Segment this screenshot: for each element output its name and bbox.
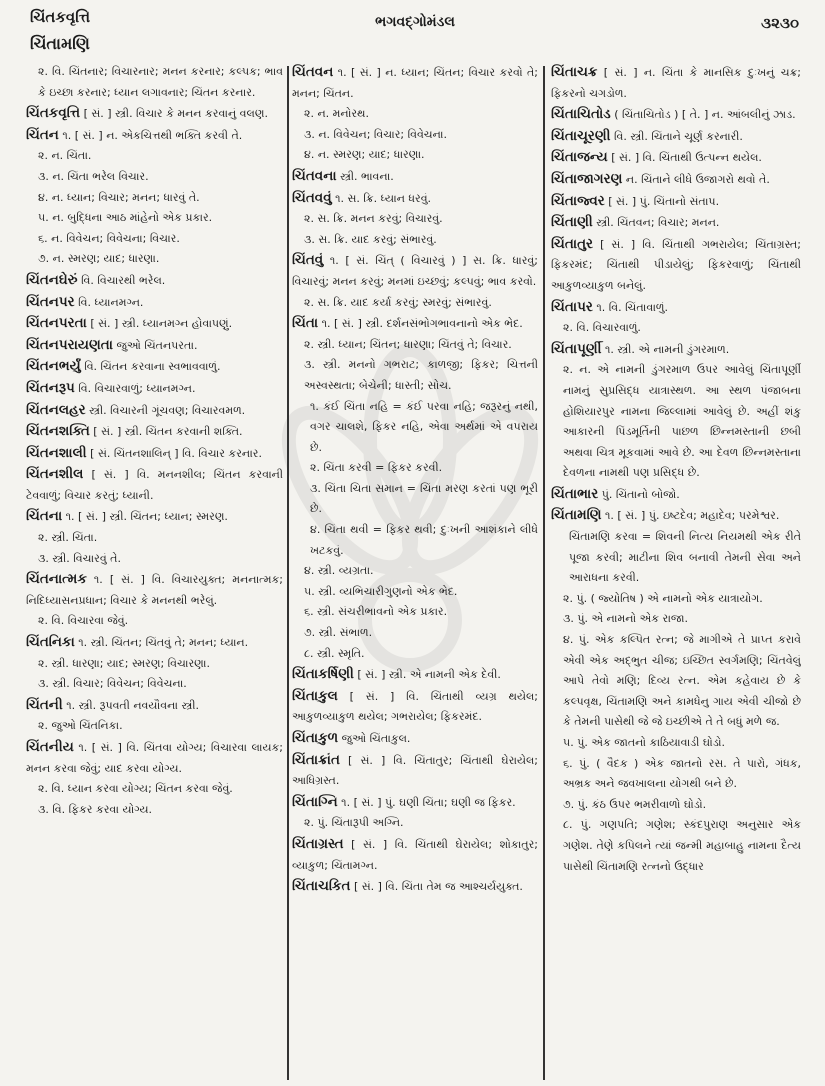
definition-text: ૫. સ્ત્રી. વ્યભિચારીગુણનો એક ભેદ. <box>304 584 458 598</box>
definition-text: પું. ચિંતાનો બોજો. <box>598 487 680 501</box>
definition-text: ૧. કંઈ ચિંતા નહિ = કંઈ પરવા નહિ; જરૂરનું નથી, વગર ચાલશે, ફિકર નહિ, એવા અર્થમાં એ વપરાય છે. <box>310 399 538 454</box>
dictionary-entry <box>26 779 283 800</box>
definition-text: ૨. ન. મનોરથ. <box>304 107 369 121</box>
dictionary-entry <box>26 464 283 506</box>
dictionary-entry <box>551 589 801 610</box>
dictionary-entry <box>292 250 538 292</box>
definition-text: ૫. પું. એક જાતનો કાઠિયાવાડી ઘોડો. <box>563 736 726 749</box>
definition-text: ૪. ન. સ્મરણ; યાદ; ધારણા. <box>304 148 425 162</box>
dictionary-entry <box>26 443 283 465</box>
dictionary-entry <box>292 230 538 251</box>
dictionary-entry <box>551 795 801 816</box>
dictionary-entry <box>292 145 538 166</box>
dictionary-entry <box>26 632 283 654</box>
definition-text: ૧. વિ. ચિંતાવાળું. <box>592 300 668 314</box>
definition-text: ૩. ન. ચિંતા ભરેલ વિચાર. <box>38 169 149 183</box>
dictionary-entry <box>551 527 801 589</box>
definition-text: ૫. ન. બુદ્ધિના આઠ માંહેનો એક પ્રકાર. <box>38 211 213 225</box>
headword: ચિંતાજાગરણ <box>551 170 623 187</box>
headword: ચિંતનપરતા <box>26 315 87 332</box>
definition-text: ( ચિંતાચિતોડ ) [ તે. ] ન. આંબલીનું ઝાડ. <box>610 108 796 122</box>
dictionary-entry <box>551 339 801 361</box>
definition-text: ૩. પું. એ નામનો એક રાજા. <box>563 612 688 626</box>
guide-word-top: ચિંતકવૃત્તિ <box>30 8 91 26</box>
dictionary-entry <box>292 834 538 876</box>
definition-text: ૭. પું. કંઠ ઉપર ભમરીવાળો ઘોડો. <box>563 797 707 811</box>
definition-text: જુઓ ચિંતનપરતા. <box>113 338 198 352</box>
headword: ચિંતાકર્ષિણી <box>292 666 354 683</box>
dictionary-entry <box>551 104 801 126</box>
definition-text: ૬. ન. વિવેચન; વિવેચના; વિચાર. <box>38 231 180 245</box>
definition-text: ૧. સ્ત્રી. ચિંતન; ચિંતવું તે; મનન; ધ્યાન. <box>74 636 249 650</box>
definition-text: ૧. [ સં. ] સ્ત્રી. ચિંતન; ધ્યાન; સ્મરણ. <box>62 510 228 524</box>
dictionary-entry <box>26 400 283 422</box>
definition-text: [ સં. ] સ્ત્રી. ધ્યાનમગ્ન હોવાપણું. <box>86 317 233 331</box>
headword: ચિંતાક્રાંત <box>292 751 340 768</box>
definition-text: ૩. સ. ક્રિ. યાદ કરવું; સંભારવું. <box>304 232 437 246</box>
headword: ચિંતાગ્રસ્ત <box>292 835 344 852</box>
dictionary-entry <box>551 297 801 319</box>
headword: ચિંતામણિ <box>551 507 602 524</box>
dictionary-entry <box>26 249 283 270</box>
dictionary-entry <box>292 561 538 582</box>
definition-text: ૭. સ્ત્રી. સંભાળ. <box>304 626 373 640</box>
definition-text: ૪. સ્ત્રી. વ્યગ્રતા. <box>304 564 374 578</box>
headword: ચિંતાચકિત <box>292 878 351 895</box>
definition-text: ૨. સ્ત્રી. ધારણા; યાદ; સ્મરણ; વિચારણા. <box>38 656 210 670</box>
definition-text: ૩. સ્ત્રી. મનનો ગભરાટ; કાળજી; ફિકર; ચિત્તની અસ્વસ્થતા; બેચેની; ધાસ્તી; સોચ. <box>304 358 538 392</box>
dictionary-entry <box>551 318 801 339</box>
definition-text: જુઓ ચિંતાકુલ. <box>338 732 411 745</box>
dictionary-entry <box>26 208 283 229</box>
headword: ચિંતવું <box>292 252 324 269</box>
headword: ચિંતનશાલી <box>26 444 87 461</box>
dictionary-entry <box>26 611 283 632</box>
definition-text: ૧. [ સં. ] ન. ધ્યાન; ચિંતન; વિચાર કરવો તે; મનન; ચિંતન. <box>292 66 538 100</box>
definition-text: ૨. પું. ( જ્યોતિષ ) એ નામનો એક યાત્રાયોગ. <box>563 591 763 605</box>
dictionary-entry <box>292 728 538 750</box>
dictionary-entry <box>26 800 283 821</box>
definition-text: ૭. ન. સ્મરણ; યાદ; ધારણા. <box>38 252 160 266</box>
definition-text: ૧. [ સં. ચિંત્ ( વિચારવું ) ] સ. ક્રિ. ધારવું; વિચારવું; મનન કરવું; મનમાં ઇચ્છવું; કલ્પવું; ભાવ કરવો. <box>292 254 538 288</box>
definition-text: ૪. પું. એક કલ્પિત રત્ન; જે માગીએ તે પ્રાપ્ત કરાવે એવી એક અદ્ભુત ચીજ; ઇચ્છિત સ્વર્ગમણિ; ચિંતવેલું આપે તેવો મણિ; દિવ્ય રત્ન. એમ કહેવાય છે કે કલ્પવૃક્ષ, ચિંતામણિ અને કામધેનુ ગાય એવી ચીજો છે કે તેમની પાસેથી જે જે ઇચ્છીએ તે તે બધું મળે જ. <box>563 633 801 729</box>
dictionary-entry <box>292 188 538 210</box>
dictionary-entry <box>551 754 801 795</box>
dictionary-entry <box>292 335 538 356</box>
headword: ચિંતન <box>26 126 59 143</box>
definition-text: ૨. ચિંતા કરવી = ફિકર કરવી. <box>310 461 443 475</box>
definition-text: ૧. સ્ત્રી. એ નામની ડુંગરમાળ. <box>601 342 730 356</box>
definition-text: ૧. [ સં. ] વિ. વિચારયુક્ત; મનનાત્મક; નિદિધ્યાસનપ્રધાન; વિચાર કે મનનથી ભરેલું. <box>26 573 283 607</box>
column-3 <box>551 62 801 1080</box>
dictionary-entry <box>26 528 283 549</box>
definition-text: ૧. [ સં. ] ન. એકચિત્તથી ભક્તિ કરવી તે. <box>58 128 243 142</box>
definition-text: ૩. વિ. ફિકર કરવા યોગ્ય. <box>38 802 152 816</box>
dictionary-entry <box>551 62 801 104</box>
headword: ચિંતાજ્વર <box>551 192 605 209</box>
dictionary-entry <box>292 397 538 459</box>
dictionary-entry <box>26 313 283 335</box>
definition-text: ૧. સ. ક્રિ. ધ્યાન ધરવું. <box>331 191 432 205</box>
dictionary-entry <box>292 813 538 834</box>
column-2 <box>292 62 538 1080</box>
column-divider <box>287 66 289 1080</box>
definition-text: [ સં. ] સ્ત્રી. વિચાર કે મનન કરવાનું વલણ. <box>80 107 268 121</box>
headword: ચિંતા <box>292 315 319 332</box>
dictionary-entry <box>292 582 538 603</box>
dictionary-entry <box>292 479 538 520</box>
definition-text: [ સં. ચિંતનશાલિન્ ] વિ. વિચાર કરનાર. <box>86 446 262 460</box>
definition-text: ૩. ચિંતા ચિતા સમાન = ચિંતા મરણ કરતાં પણ ભૂરી છે. <box>310 481 538 516</box>
dictionary-entry <box>292 458 538 479</box>
definition-text: [ સં. ] વિ. ચિંતાથી ગભરાયેલ; ચિંતાગ્રસ્ત; ફિકરમંદ; ચિંતાથી પીડાયેલું; ફિકરવાળું; ચિંતાથી આકુળવ્યાકુળ બનેલું. <box>551 237 801 292</box>
dictionary-entry <box>292 125 538 146</box>
dictionary-entry <box>292 355 538 396</box>
dictionary-entry <box>551 169 801 191</box>
headword: ચિંતાજન્ય <box>551 149 608 166</box>
headword: ચિંતનરૂપ <box>26 379 75 396</box>
definition-text: સ્ત્રી. વિચારની ગૂંચવણ; વિચારવમળ. <box>85 403 246 417</box>
definition-text: [ સં. ] વિ. મનનશીલ; ચિંતન કરવાની ટેવવાળું; વિચાર કરતું; ધ્યાની. <box>26 468 283 502</box>
definition-text: ૨. સ. ક્રિ. યાદ કર્યા કરવું; સ્મરવું; સંભારવું. <box>304 295 492 309</box>
definition-text: ૨. સ્ત્રી. ધ્યાન; ચિંતન; ધારણા; ચિંતવું તે; વિચાર. <box>304 337 512 351</box>
headword: ચિંતાતુર <box>551 235 594 252</box>
dictionary-entry <box>292 104 538 125</box>
definition-text: ૬. પું. ( વૈદક ) એક જાતનો રસ. તે પારો, ગંધક, અભ્રક અને જવખાલના યોગથી બને છે. <box>563 756 801 791</box>
dictionary-entry <box>292 750 538 792</box>
definition-text: ૩. સ્ત્રી. વિચાર; વિવેચન; વિવેચના. <box>38 677 187 691</box>
headword: ચિંતાગ્નિ <box>292 793 338 810</box>
dictionary-entry <box>551 191 801 213</box>
dictionary-entry <box>551 126 801 148</box>
definition-text: [ સં. ] વિ. ચિંતાથી ઘેરાયેલ; શોકાતુર; વ્યાકુળ; ચિંતામગ્ન. <box>292 837 538 872</box>
dictionary-entry <box>551 147 801 169</box>
headword: ચિંતની <box>26 696 63 713</box>
dictionary-entry <box>292 62 538 104</box>
definition-text: ૮. સ્ત્રી. સ્મૃતિ. <box>304 646 365 660</box>
definition-text: ૪. ચિંતા થવી = ફિકર થવી; દુઃખની આશંકાને લીધે ખટકવું. <box>310 523 538 557</box>
headword: ચિંતના <box>26 508 63 525</box>
dictionary-entry <box>26 146 283 167</box>
dictionary-entry <box>292 293 538 314</box>
dictionary-entry <box>292 664 538 686</box>
definition-text: ૬. સ્ત્રી. સંચરીભાવનો એક પ્રકાર. <box>304 605 448 619</box>
definition-text: સ્ત્રી. ભાવના. <box>336 169 394 183</box>
definition-text: ૩. ન. વિવેચન; વિચાર; વિવેચના. <box>304 127 447 141</box>
dictionary-entry <box>26 229 283 250</box>
definition-text: ૨. વિ. વિચારવા જેવું. <box>38 614 129 628</box>
definition-text: ન. ચિંતાને લીધે ઉજાગરો થવો તે. <box>622 172 770 186</box>
dictionary-entry <box>551 360 801 484</box>
definition-text: ૧. [ સં. ] પું. ઇષ્ટદેવ; મહાદેવ; પરમેશ્વર. <box>601 509 780 523</box>
page-number: ૩૨૩૦ <box>761 14 799 32</box>
dictionary-entry <box>26 716 283 737</box>
dictionary-entry <box>292 209 538 230</box>
headword: ચિંતાચિતોડ <box>551 106 611 123</box>
headword: ચિંતાકુળ <box>292 730 339 746</box>
definition-text: [ સં. ] વિ. ચિંતા તેમ જ આશ્ચર્યયુક્ત. <box>350 880 523 894</box>
dictionary-entry <box>26 125 283 147</box>
dictionary-entry <box>26 695 283 717</box>
headword: ચિંતવન <box>292 64 334 80</box>
definition-text: [ સં. ] વિ. ચિંતાથી ઉત્પન્ન થયેલ. <box>607 151 762 165</box>
definition-text: [ સં. ] વિ. ચિંતાતુર; ચિંતાથી ઘેરાયેલ; આધિગ્રસ્ત. <box>292 753 538 788</box>
definition-text: ૪. ન. ધ્યાન; વિચાર; મનન; ધારવું તે. <box>38 190 200 204</box>
headword: ચિંતાણી <box>551 214 593 231</box>
headword: ચિંતનશક્તિ <box>26 423 90 440</box>
dictionary-entry <box>551 630 801 733</box>
headword: ચિંતનિકા <box>26 634 75 651</box>
definition-text: ૮. પું. ગણપતિ; ગણેશ; સ્કંદપુરાણ અનુસાર એક ગણેશ. તેણે કપિલને ત્યાં જન્મી મહાબાહુ નામના દૈત્ય પાસેથી ચિંતામણિ રત્નનો ઉદ્ધાર <box>563 818 801 873</box>
definition-text: ૩. સ્ત્રી. વિચારવું તે. <box>38 551 121 565</box>
headword: ચિંતાચૂરણી <box>551 127 611 144</box>
headword: ચિંતનલહર <box>26 401 86 418</box>
dictionary-entry <box>551 609 801 630</box>
headword: ચિંતવના <box>292 167 337 184</box>
dictionary-entry <box>292 876 538 898</box>
definition-text: ૨. સ. ક્રિ. મનન કરવું; વિચારવું. <box>304 212 443 226</box>
headword: ચિંતનઘેરું <box>26 271 78 288</box>
headword: ચિંતનશીલ <box>26 466 84 483</box>
definition-text: ૨. સ્ત્રી. ચિંતા. <box>38 531 98 545</box>
dictionary-entry <box>26 356 283 378</box>
headword: ચિંતાકુલ <box>292 687 338 704</box>
dictionary-entry <box>292 686 538 728</box>
dictionary-entry <box>26 569 283 611</box>
dictionary-entry <box>551 505 801 527</box>
dictionary-entry <box>26 167 283 188</box>
definition-text: ૨. ન. ચિંતા. <box>38 149 92 163</box>
definition-text: [ સં. ] વિ. ચિંતાથી વ્યગ્ર થયેલ; આકુળવ્યાકુળ થયેલ; ગભરાયેલ; ફિકરમંદ. <box>292 689 538 724</box>
book-title: ભગવદ્ગોમંડલ <box>375 14 455 30</box>
dictionary-entry <box>26 674 283 695</box>
definition-text: ૧. સ્ત્રી. રૂપવતી નવયૌવના સ્ત્રી. <box>62 698 199 712</box>
dictionary-entry <box>292 313 538 335</box>
dictionary-entry <box>26 506 283 528</box>
headword: ચિંતનપરાયણતા <box>26 336 113 353</box>
definition-text: [ સં. ] સ્ત્રી. ચિંતન કરવાની શક્તિ. <box>89 425 243 439</box>
dictionary-entry <box>292 792 538 814</box>
dictionary-entry <box>26 270 283 292</box>
definition-text: વિ. વિચારવાળું; ધ્યાનમગ્ન. <box>74 381 196 395</box>
definition-text: ૧. [ સં. ] પું. ઘણી ચિંતા; ઘણી જ ફિકર. <box>337 795 516 809</box>
headword: ચિંતનભર્યું <box>26 358 81 375</box>
column-1 <box>26 62 283 1080</box>
dictionary-entry <box>551 484 801 506</box>
headword: ચિંતવવું <box>292 189 332 206</box>
dictionary-entry <box>292 623 538 644</box>
dictionary-entry <box>26 737 283 779</box>
column-divider <box>543 66 545 1080</box>
dictionary-entry <box>551 733 801 754</box>
dictionary-entry <box>551 234 801 297</box>
page-header <box>0 0 825 62</box>
dictionary-entry <box>26 654 283 675</box>
definition-text: [ સં. ] ન. ચિંતા કે માનસિક દુઃખનું ચક્ર; ફિકરનો ચગડોળ. <box>551 66 801 100</box>
dictionary-entry <box>551 815 801 877</box>
headword: ચિંતાપૂર્ણી <box>551 340 602 357</box>
definition-text: સ્ત્રી. ચિંતવન; વિચાર; મનન. <box>592 216 720 230</box>
definition-text: ૨. વિ. ચિંતનાર; વિચારનાર; મનન કરનાર; કલ્પક; ભાવ કે ઇચ્છા કરનાર; ધ્યાન લગાવનાર; ચિંતન કરનાર. <box>38 65 283 99</box>
dictionary-entry <box>26 292 283 314</box>
definition-text: [ સં. ] સ્ત્રી. એ નામની એક દેવી. <box>353 668 501 682</box>
definition-text: ૧. [ સં. ] સ્ત્રી. દર્શનસંભોગભાવનાનો એક ભેદ. <box>318 317 523 331</box>
dictionary-entry <box>26 335 283 357</box>
dictionary-entry <box>292 520 538 561</box>
dictionary-entry <box>292 644 538 665</box>
headword: ચિંતાપર <box>551 298 593 315</box>
dictionary-entry <box>26 378 283 400</box>
dictionary-entry <box>292 166 538 188</box>
headword: ચિંતનીય <box>26 739 74 755</box>
definition-text: વિ. વિચારથી ભરેલ. <box>77 273 166 287</box>
definition-text: ૨. વિ. વિચારવાળું. <box>563 321 641 335</box>
headword: ચિંતનાત્મક <box>26 571 87 588</box>
dictionary-entry <box>26 188 283 209</box>
dictionary-entry <box>26 103 283 125</box>
headword: ચિંતનપર <box>26 293 75 310</box>
definition-text: વિ. સ્ત્રી. ચિંતાને ચૂર્ણ કરનારી. <box>610 129 743 143</box>
definition-text: [ સં. ] પું. ચિંતાનો સંતાપ. <box>604 194 720 208</box>
dictionary-entry <box>26 421 283 443</box>
headword: ચિંતાચક્ર <box>551 64 598 80</box>
dictionary-entry <box>551 212 801 234</box>
dictionary-entry <box>26 62 283 103</box>
definition-text: ચિંતામણિ કરવા = શિવની નિત્ય નિયમથી એક રીતે પૂજા કરવી; માટીના શિવ બનાવી તેમની સેવા અને આરાધના કરવી. <box>569 530 801 585</box>
guide-word-bottom: ચિંતામણિ <box>30 34 90 53</box>
definition-text: ૨. વિ. ધ્યાન કરવા યોગ્ય; ચિંતન કરવા જેવું. <box>38 782 233 796</box>
dictionary-entry <box>292 602 538 623</box>
definition-text: વિ. ચિંતન કરવાના સ્વભાવવાળું. <box>80 360 221 374</box>
definition-text: ૨. જુઓ ચિંતનિકા. <box>38 719 123 733</box>
definition-text: ૨. ન. એ નામની ડુંગરમાળ ઉપર આવેલું ચિંતાપૂર્ણી નામનું સુપ્રસિદ્ધ યાત્રાસ્થળ. આ સ્થળ પંજાબના હોશિયારપુર નામના જિલ્લામાં આવેલું છે. અહીં શંકુ આકારની પિંડમૂર્તિની પાછળ છિન્નમસ્તાની છબી અથવા ચિત્ર મૂકવામાં આવે છે. આ દેવળ છિન્નમસ્તાના દેવળના નામથી પણ પ્રસિદ્ધ છે. <box>563 363 801 480</box>
dictionary-entry <box>26 549 283 570</box>
headword: ચિંતાભાર <box>551 485 599 502</box>
definition-text: ૨. પું. ચિંતારૂપી અગ્નિ. <box>304 816 404 830</box>
definition-text: ૧. [ સં. ] વિ. ચિંતવા યોગ્ય; વિચારવા લાયક; મનન કરવા જેવું; યાદ કરવા યોગ્ય. <box>26 741 283 775</box>
definition-text: વિ. ધ્યાનમગ્ન. <box>74 295 144 309</box>
headword: ચિંતકવૃત્તિ <box>26 105 81 122</box>
